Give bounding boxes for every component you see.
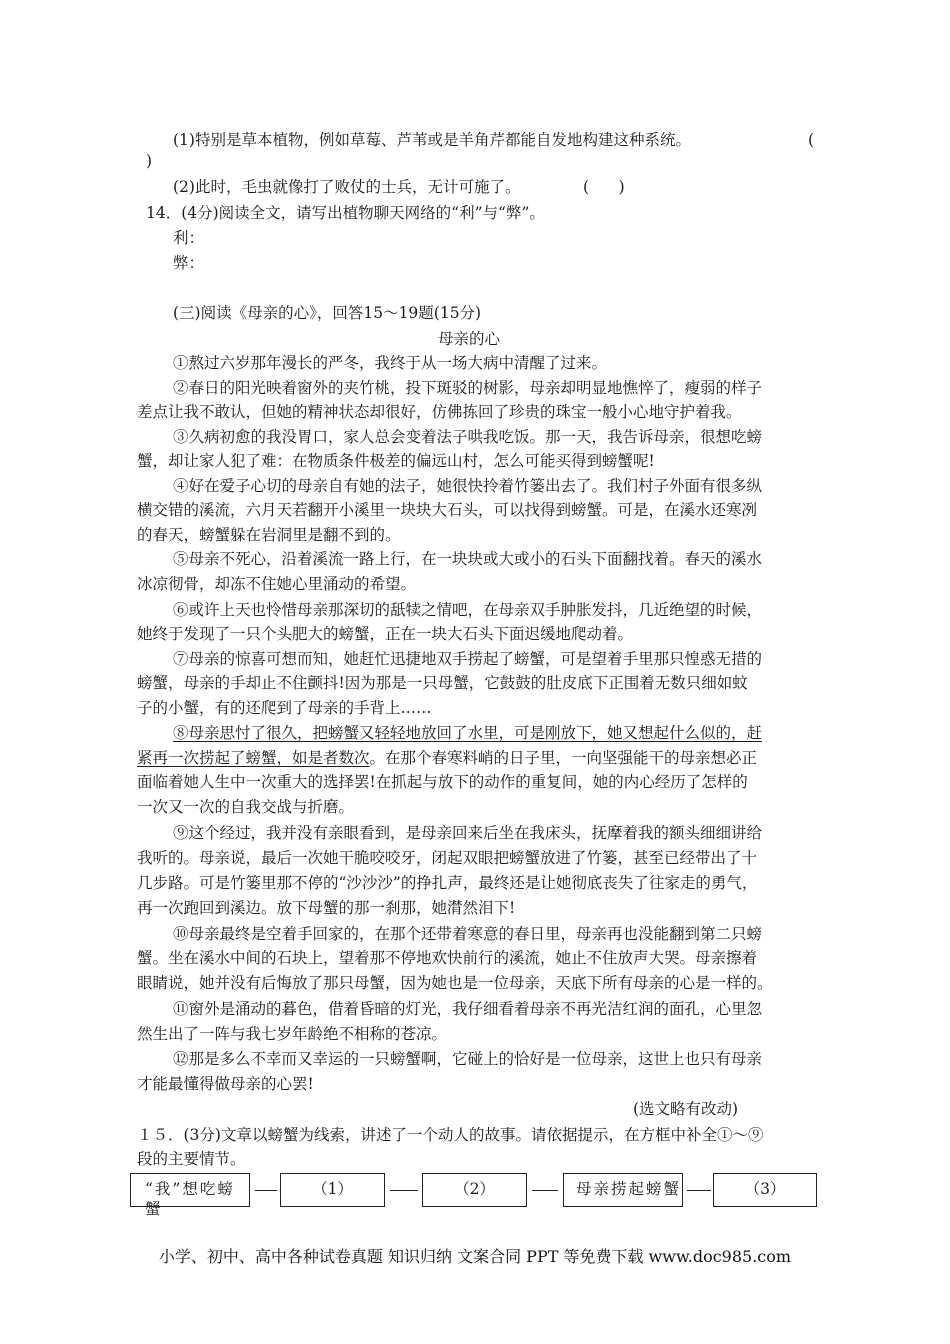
article-line: 眼睛说，她并没有后悔放了那只母蟹，因为她也是一位母亲，天底下所有母亲的心是一样的。 [137,974,773,992]
plot-box-text: （2） [454,1180,495,1198]
article-line: ⑦母亲的惊喜可想而知，她赶忙迅捷地双手捞起了螃蟹，可是望着手里那只惶惑无措的 [173,650,763,668]
page-footer: 小学、初中、高中各种试卷真题 知识归纳 文案合同 PPT 等免费下载 www.doc985.com [158,1247,792,1266]
plot-box-text: “我”想吃螃蟹 [145,1180,235,1218]
plot-box-2[interactable] [422,1173,527,1207]
plot-box-1[interactable] [280,1173,385,1207]
plot-box-want-crab [130,1173,250,1218]
article-line: 螃蟹，母亲的手却止不住颤抖!因为那是一只母蟹，它鼓鼓的肚皮底下正围着无数只细如蚊 [137,674,748,692]
q13-item1: (1)特别是草本植物，例如草莓、芦苇或是羊角芹都能自发地构建这种系统。 [173,131,691,149]
article-line: ⑤母亲不死心，沿着溪流一路上行，在一块块或大或小的石头下面翻找着。春天的溪水 [173,550,763,568]
article-line: 蟹，却让家人犯了难：在物质条件极差的偏远山村，怎么可能买得到螃蟹呢! [137,452,655,470]
connector [532,1190,558,1191]
q14-prompt: 14．(4分)阅读全文，请写出植物聊天网络的“利”与“弊”。 [146,204,545,222]
source-note: (选文略有改动) [633,1100,739,1118]
q13-item2-paren: ( ) [583,178,625,196]
connector [390,1190,418,1191]
connector [687,1190,711,1191]
article-line-rest: 。在那个春寒料峭的日子里，一向坚强能干的母亲想必正 [369,749,758,767]
q14-bi-label: 弊： [173,254,205,272]
article-line: ⑫那是多么不幸而又幸运的一只螃蟹啊，它碰上的恰好是一位母亲，这世上也只有母亲 [173,1050,763,1068]
q15-prompt-line1: １５．(3分)文章以螃蟹为线索，讲述了一个动人的故事。请依据提示，在方框中补全①～⑨ [137,1126,764,1144]
connector [255,1190,277,1191]
article-line: ③久病初愈的我没胃口，家人总会变着法子哄我吃饭。那一天，我告诉母亲，很想吃螃 [173,428,763,446]
article-line: 再一次跑回到溪边。放下母蟹的那一刹那，她潸然泪下! [137,899,516,917]
article-line: 然生出了一阵与我七岁年龄绝不相称的苍凉。 [137,1025,448,1043]
article-line [137,748,757,768]
q13-item2: (2)此时，毛虫就像打了败仗的士兵，无计可施了。 [173,178,521,196]
article-line: 蟹。坐在溪水中间的石块上，望着那不停地欢快前行的溪流，她止不住放声大哭。母亲擦着 [137,949,758,967]
article-line: ⑨这个经过，我并没有亲眼看到，是母亲回来后坐在我床头，抚摩着我的额头细细讲给 [173,824,763,842]
article-line: 她终于发现了一只个头肥大的螃蟹，正在一块大石头下面迟缓地爬动着。 [137,625,634,643]
article-line-underlined: ⑧母亲思忖了很久，把螃蟹又轻轻地放回了水里，可是刚放下，她又想起什么似的，赶 [173,724,763,742]
article-line: 子的小蟹，有的还爬到了母亲的手背上…… [137,699,432,717]
plot-box-3[interactable] [713,1173,817,1207]
underlined-phrase: 紧再一次捞起了螃蟹，如是者数次 [137,749,370,767]
plot-box-text: （1） [312,1180,353,1198]
q15-prompt-line2: 段的主要情节。 [137,1150,246,1168]
article-line: ②春日的阳光映着窗外的夹竹桃，投下斑驳的树影，母亲却明显地憔悴了，瘦弱的样子 [173,379,763,397]
article-line: 才能最懂得做母亲的心罢! [137,1075,314,1093]
article-line: 几步路。可是竹篓里那不停的“沙沙沙”的挣扎声，最终还是让她彻底丧失了往家走的勇气， [137,874,758,892]
article-line: 面临着她人生中一次重大的选择罢!在抓起与放下的动作的重复间，她的内心经历了怎样的 [137,773,748,791]
plot-box-text: （3） [744,1180,786,1198]
article-line: 横交错的溪流，六月天若翻开小溪里一块块大石头，可以找得到螃蟹。可是，在溪水还寒冽 [137,501,758,519]
q14-li-label: 利： [173,229,205,247]
article-line: 冰凉彻骨，却冻不住她心里涌动的希望。 [137,575,417,593]
article-line: ①熬过六岁那年漫长的严冬，我终于从一场大病中清醒了过来。 [173,354,608,372]
q13-item1-paren-open: ( [808,131,815,149]
article-line: ④好在爱子心切的母亲自有她的法子，她很快拎着竹篓出去了。我们村子外面有很多纵 [173,477,763,495]
article-line: 的春天，螃蟹躲在岩洞里是翻不到的。 [137,526,401,544]
article-line: 我听的。母亲说，最后一次她干脆咬咬牙，闭起双眼把螃蟹放进了竹篓，甚至已经带出了十 [137,849,758,867]
article-line: 差点让我不敢认，但她的精神状态却很好，仿佛拣回了珍贵的珠宝一般小心地守护着我。 [137,403,742,421]
article-title: 母亲的心 [438,330,501,348]
article-line: ⑥或许上天也怜惜母亲那深切的舐犊之情吧，在母亲双手肿胀发抖，几近绝望的时候， [173,601,763,619]
q13-item1-paren-close: ) [146,152,153,170]
plot-box-text: 母亲捞起螃蟹 [576,1180,682,1198]
article-line: ⑪窗外是涌动的暮色，借着昏暗的灯光，我仔细看着母亲不再光洁红润的面孔，心里忽 [173,1000,763,1018]
article-line: 一次又一次的自我交战与折磨。 [137,798,355,816]
plot-box-mother-catches-crab [563,1173,683,1207]
section3-heading: (三)阅读《母亲的心》，回答15～19题(15分) [173,304,482,322]
article-line: ⑩母亲最终是空着手回家的，在那个还带着寒意的春日里，母亲再也没能翻到第二只螃 [173,925,763,943]
